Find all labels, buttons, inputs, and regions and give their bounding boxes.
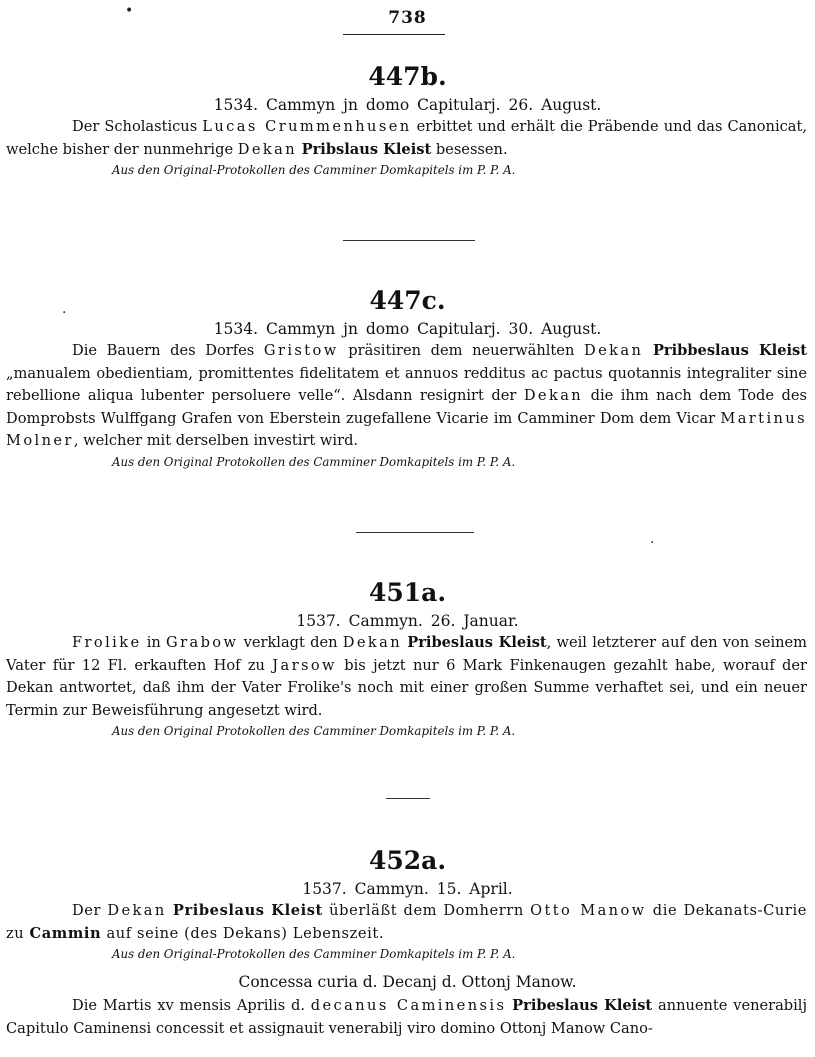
entry-body [6, 900, 807, 945]
ink-speck: · [62, 305, 67, 321]
section-divider [386, 798, 430, 799]
page-number-rule [343, 34, 445, 35]
entry-number: 451a. [368, 578, 447, 607]
entry-number: 452a. [368, 846, 447, 875]
body-text: Der Scholasticus [72, 118, 203, 135]
place-name-bold: Cammin [29, 924, 102, 942]
entry-number: 447b. [368, 62, 447, 91]
place-name: Grabow [166, 634, 239, 651]
entry-dateline: 1534. Cammyn jn domo Capitularj. 26. August. [213, 96, 602, 114]
person-name: Martinus Molner [6, 409, 807, 449]
body-text: erbittet und erhält die Präbende und das Canonicat, welche bisher der nunmehrige [6, 118, 807, 158]
latin-title: decanus Caminensis [310, 997, 507, 1014]
entry-dateline: 1537. Cammyn. 26. Januar. [296, 612, 519, 630]
body-text: , welcher mit derselben investirt wird. [73, 432, 359, 449]
body-text: die ihm nach dem Tode des Domprobsts Wulffgang Grafen von Eberstein zugefallene Vicarie im Camminer Dom dem Vicar [6, 387, 807, 427]
title-word: Dekan [523, 387, 584, 404]
body-text: in [141, 634, 167, 651]
title-word: Dekan [237, 140, 297, 158]
title-word: Dekan [584, 342, 644, 359]
section-divider [343, 240, 475, 241]
latin-text [6, 995, 807, 1040]
body-text: auf seine (des Dekans) Lebenszeit. [101, 924, 385, 942]
title-word: Dekan [342, 634, 402, 651]
entry-source: Aus den Original Protokollen des Camminer Domkapitels im P. P. A. [112, 724, 516, 738]
body-text: präsitiren dem neuerwählten [338, 342, 584, 359]
body-text: Die Bauern des Dorfes [72, 342, 264, 359]
section-divider [356, 532, 474, 533]
person-name-bold: Pribeslaus Kleist [172, 902, 323, 919]
latin-body: annuente venerabilj Capitulo Caminensi concessit et assignauit venerabilj viro domino Ottonj Manow Cano- [6, 997, 807, 1037]
entry-dateline: 1537. Cammyn. 15. April. [302, 880, 513, 898]
entry-source: Aus den Original-Protokollen des Camminer Domkapitels im P. P. A. [112, 947, 516, 961]
place-name: Gristow [263, 342, 339, 359]
body-text: die Dekanats-Curie zu [6, 902, 807, 942]
page-number: 738 [388, 8, 427, 28]
entry-body [6, 632, 807, 722]
place-name: Jarsow [272, 656, 337, 674]
entry-body [6, 340, 807, 453]
entry-451a [0, 578, 815, 740]
person-name-bold: Pribslaus Kleist [301, 140, 432, 158]
body-text: besessen. [431, 140, 508, 158]
ink-speck: • [125, 3, 134, 19]
entry-source: Aus den Original Protokollen des Camminer Domkapitels im P. P. A. [112, 454, 516, 469]
latin-body: Die Martis xv mensis Aprilis d. [72, 997, 311, 1014]
person-name: Frolike [72, 634, 142, 651]
person-name-bold: Pribeslaus Kleist [407, 634, 547, 651]
person-name: Otto Manow [530, 902, 647, 919]
body-text: verklagt den [238, 634, 343, 651]
entry-452a [0, 846, 815, 1040]
entry-body [6, 116, 807, 161]
entry-number: 447c. [369, 286, 446, 315]
entry-447c [0, 286, 815, 471]
document-subtitle: Concessa curia d. Decanj d. Ottonj Manow. [238, 973, 577, 991]
entry-source: Aus den Original-Protokollen des Camminer Domkapitels im P. P. A. [112, 163, 516, 177]
entry-447b [0, 62, 815, 179]
title-word: Dekan [107, 902, 167, 919]
person-name-bold: Pribeslaus Kleist [512, 997, 653, 1014]
body-text: Der [72, 902, 108, 919]
ink-speck: · [650, 535, 655, 551]
person-name-bold: Pribbeslaus Kleist [652, 342, 807, 359]
body-text: bis jetzt nur 6 Mark Finkenaugen gezahlt habe, worauf der Dekan antwortet, daß ihm der Vater Frolike's noch mit einer großen Summe verhaftet sei, und ein neuer Termin zur Beweisführung angesetzt wird. [6, 656, 808, 719]
person-name: Lucas Crummenhusen [202, 118, 412, 135]
body-text: „manualem obedientiam, promittentes fidelitatem et annuos redditus ac pactus quotannis integraliter sine rebellione aliqua lubenter persoluere velle“. Alsdann resignirt der [6, 364, 807, 404]
body-text: , weil letzterer auf den von seinem Vater für 12 Fl. erkauften Hof zu [6, 634, 808, 674]
body-text: überläßt dem Domherrn [322, 902, 531, 919]
entry-dateline: 1534. Cammyn jn domo Capitularj. 30. August. [213, 320, 602, 338]
body-text [643, 342, 653, 359]
